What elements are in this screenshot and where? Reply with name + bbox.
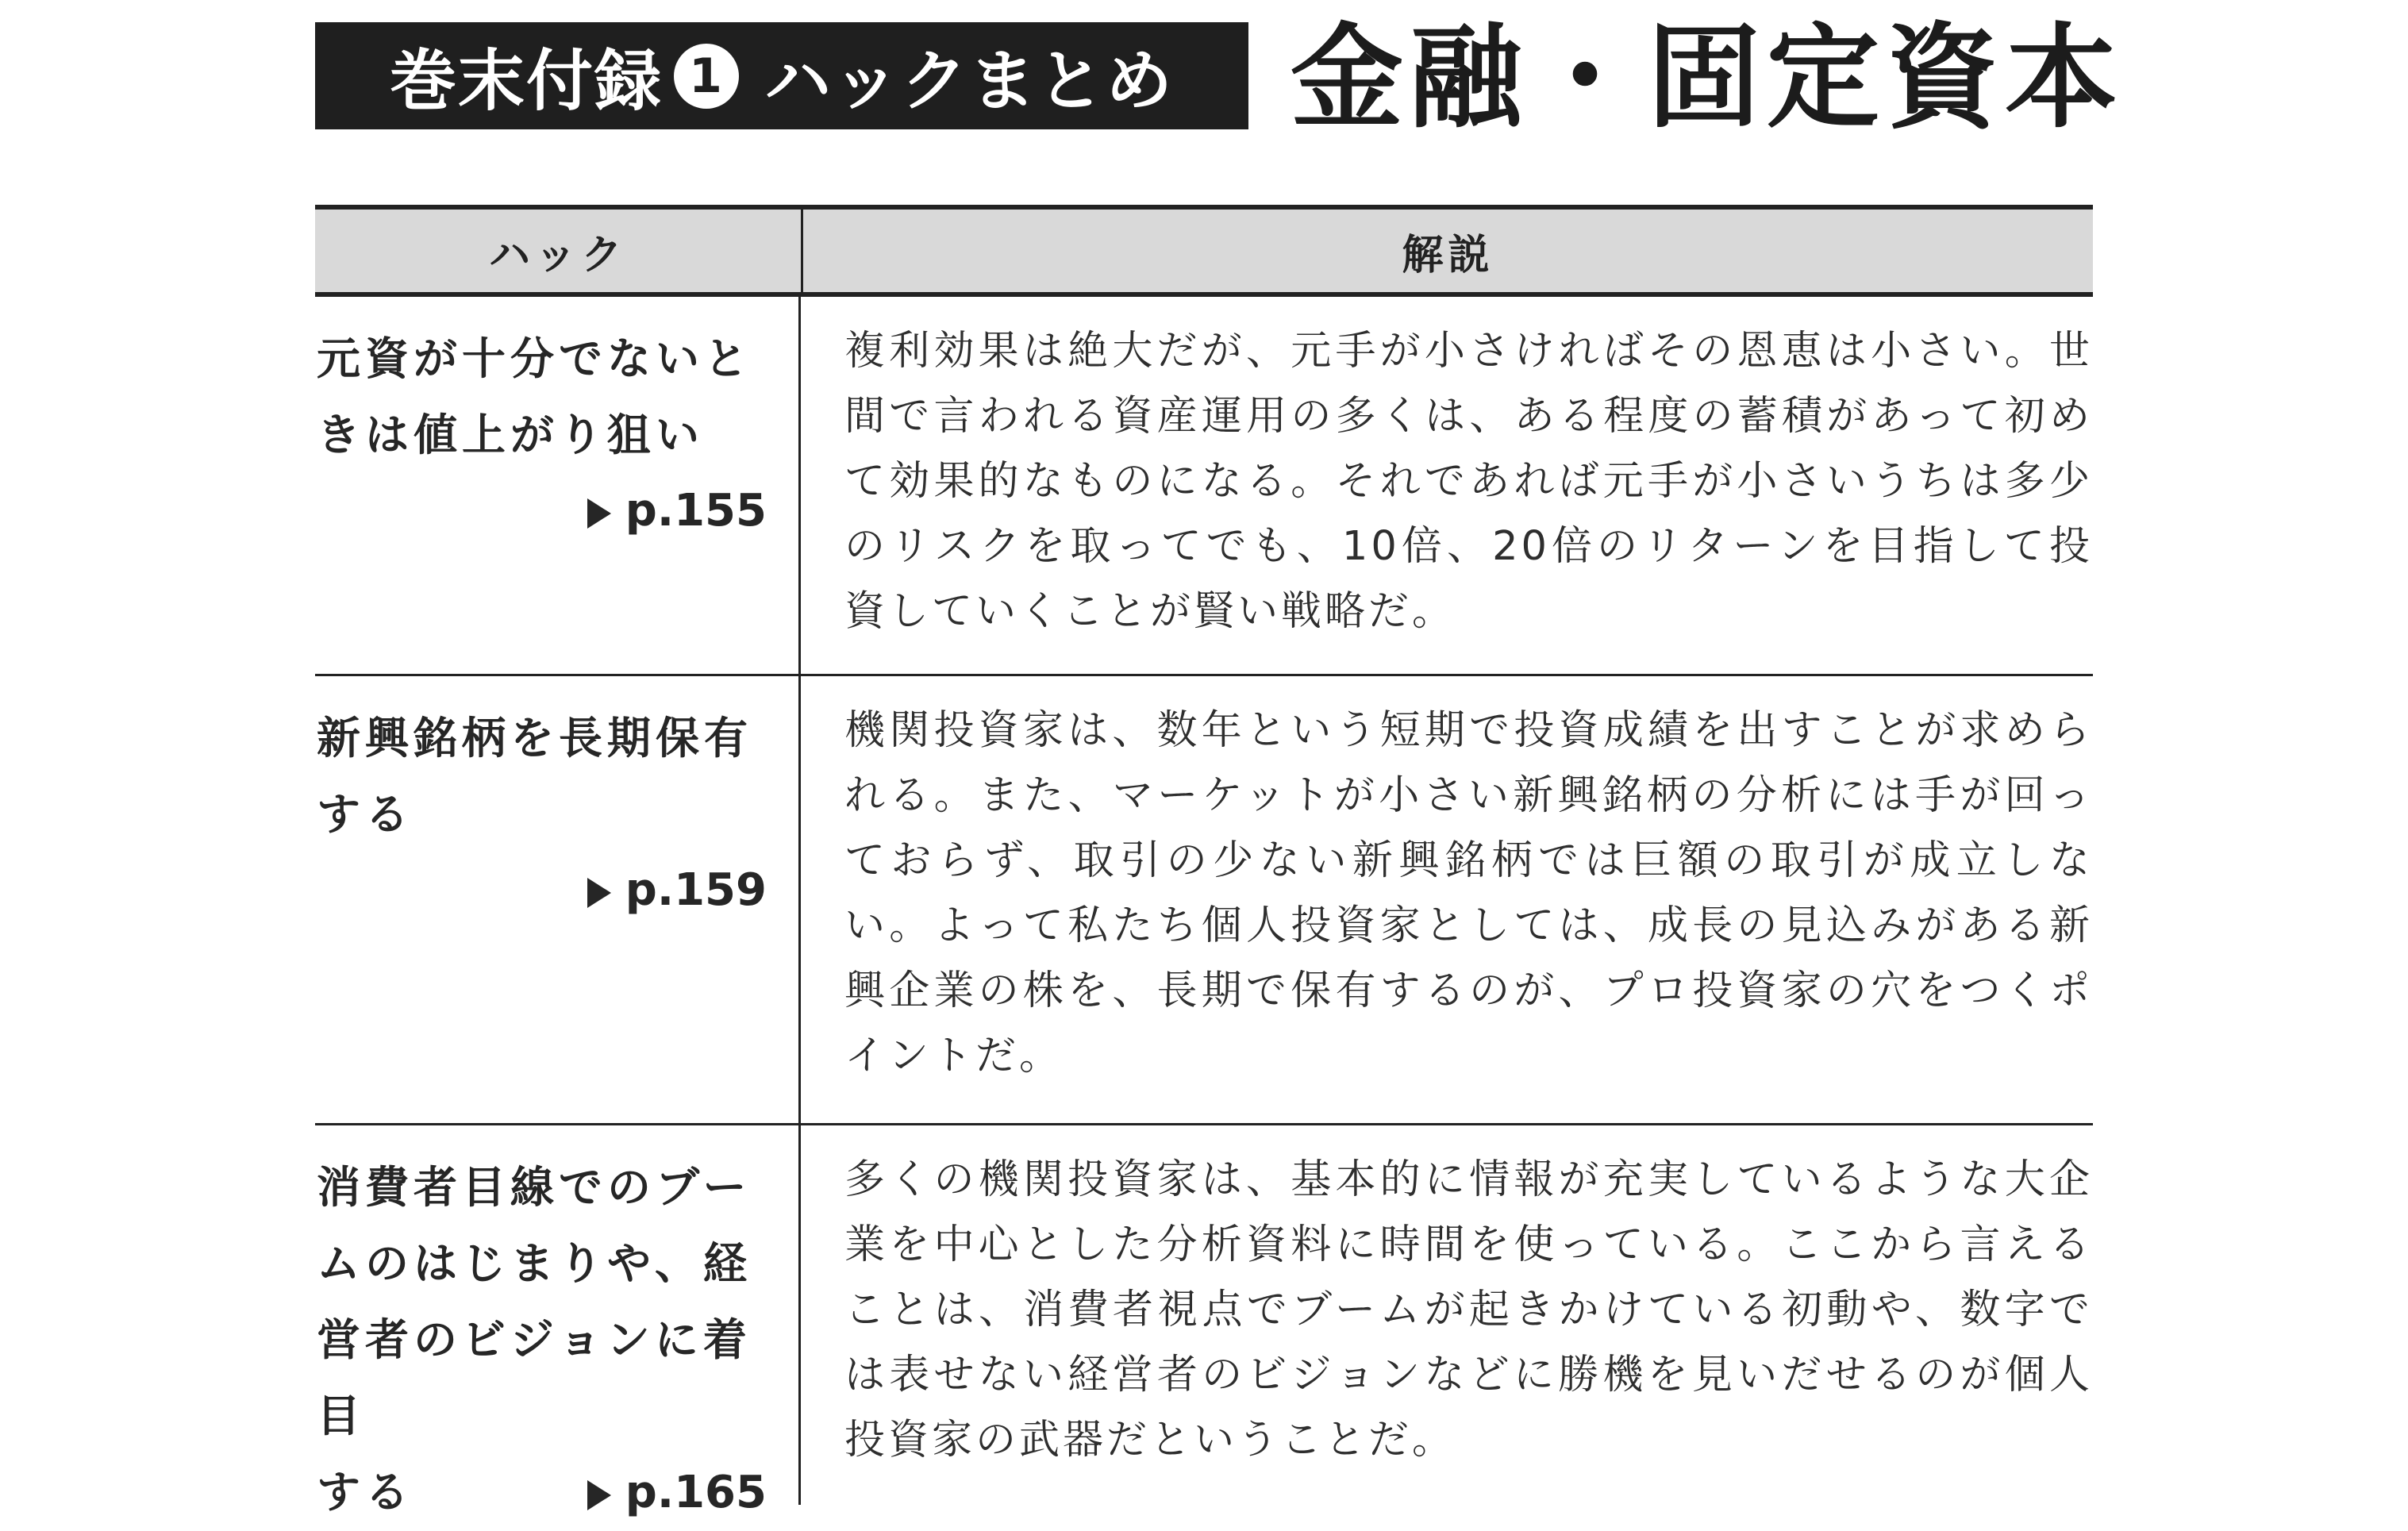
page-reference <box>317 852 767 929</box>
description-text: 多くの機関投資家は、基本的に情報が充実しているような大企業を中心とした分析資料に時間を使っている。ここから言えることは、消費者視点でブームが起きかけている初動や、数字では表せない経営者のビジョンなどに勝機を見いだせるのが個人投資家の武器だということだ。 <box>844 1156 2093 1464</box>
badge-label: 巻末付録 <box>389 42 663 120</box>
table-row <box>315 297 2093 676</box>
table-row <box>315 676 2093 1125</box>
description-cell <box>801 1125 2093 1505</box>
badge-text <box>390 28 1174 124</box>
page-number: p.165 <box>625 1467 767 1518</box>
badge-subtitle: ハックまとめ <box>764 42 1175 120</box>
page-number: p.155 <box>625 485 767 537</box>
table-header <box>315 205 2093 297</box>
hack-title: 新興銘柄を長期保有する <box>317 713 753 840</box>
appendix-badge <box>315 22 1248 129</box>
triangle-right-icon <box>587 1480 611 1510</box>
hack-title-tail-with-page <box>317 1454 767 1531</box>
page-reference <box>317 473 767 549</box>
badge-number: 1 <box>674 44 739 109</box>
description-cell <box>801 297 2093 674</box>
description-text: 複利効果は絶大だが、元手が小さければその恩恵は小さい。世間で言われる資産運用の多くは、ある程度の蓄積があって初めて効果的なものになる。それであれば元手が小さいうちは多少のリスクを取ってでも、10倍、20倍のリターンを目指して投資していくことが賢い戦略だ。 <box>844 328 2093 635</box>
hack-cell <box>315 1125 801 1518</box>
column-header-explanation: 解説 <box>1402 231 1494 279</box>
page-number: p.159 <box>625 864 767 916</box>
column-header-hack: ハック <box>315 210 803 292</box>
triangle-right-icon <box>587 498 611 529</box>
table-row <box>315 1125 2093 1518</box>
triangle-right-icon <box>587 878 611 908</box>
hack-cell <box>315 297 801 674</box>
hack-title: 元資が十分でないときは値上がり狙い <box>317 333 753 460</box>
description-cell <box>801 676 2093 1123</box>
hack-summary-table <box>315 205 2093 1518</box>
hack-cell <box>315 676 801 1123</box>
page-reference <box>587 1455 767 1531</box>
hack-title: 消費者目線でのブームのはじまりや、経営者のビジョンに着目 <box>317 1162 752 1441</box>
hack-title-tail: する <box>317 1467 414 1518</box>
description-text: 機関投資家は、数年という短期で投資成績を出すことが求められる。また、マーケットが小さい新興銘柄の分析には手が回っておらず、取引の少ない新興銘柄では巨額の取引が成立しない。よって私たち個人投資家としては、成長の見込みがある新興企業の株を、長期で保有するのが、プロ投資家の穴をつくポイントだ。 <box>844 707 2093 1079</box>
page-title: 金融・固定資本 <box>1291 13 2124 144</box>
